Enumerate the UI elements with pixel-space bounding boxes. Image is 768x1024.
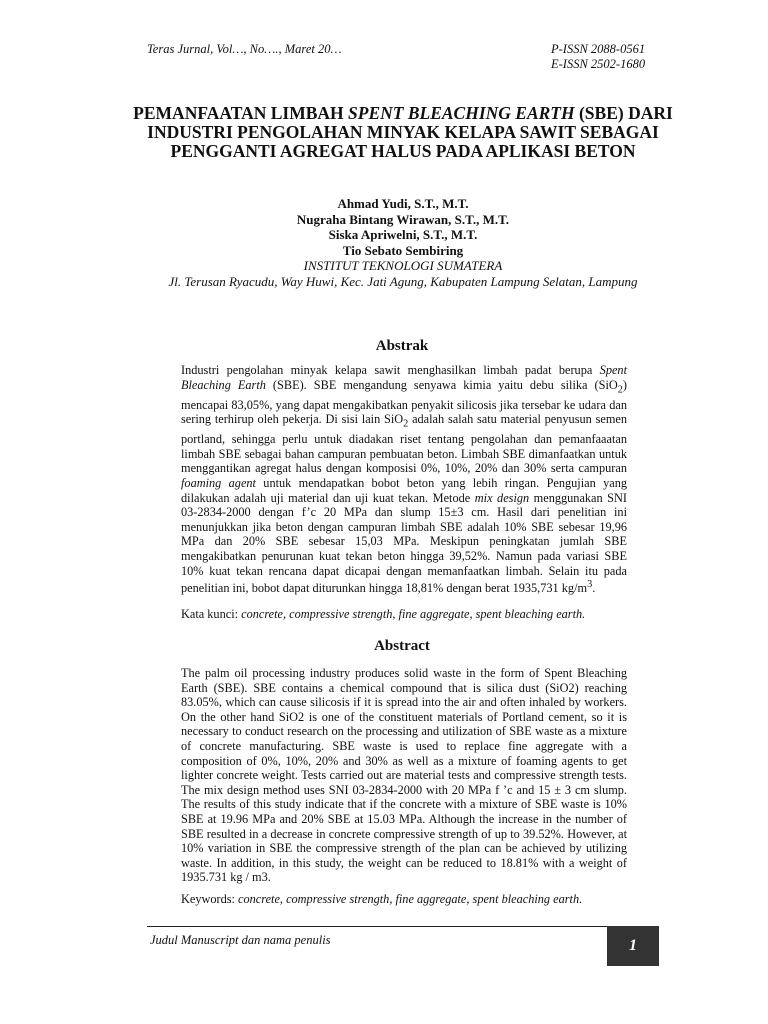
abstrak-italic: foaming agent: [181, 476, 256, 491]
superscript: 3: [587, 579, 593, 591]
abstrak-heading: Abstrak: [375, 338, 429, 354]
keyword-label: Keywords:: [181, 892, 239, 906]
subscript: 2: [403, 418, 409, 430]
abstract-heading: Abstract: [374, 638, 430, 654]
issn-block: [551, 42, 645, 72]
title-part-1: PEMANFAATAN LIMBAH: [133, 103, 349, 123]
abstrak-text: menggunakan SNI 03-2834-2000 dengan f’c 20 MPa dan slump 15±3 cm. Hasil dari penelitian ini menunjukkan jika beton dengan campuran limbah SBE adalah 10% SBE sebesar 19,96 MPa dan 20% SBE sebesar 15,03 MPa. Meskipun peningkatan jumlah SBE mengakibatkan penurunan kuat tekan beton hingga 39,52%. Namun pada variasi SBE 10% kuat tekan rencana dapat dicapai dengan memanfaatkan limbah. Selain itu pada penelitian ini, bobot dapat diturunkan hingga 18,81% dengan berat 1935,731 kg/m: [181, 490, 628, 596]
subscript: 2: [617, 384, 623, 396]
footer-running-title: Judul Manuscript dan nama penulis: [150, 933, 331, 947]
footer-divider: [147, 926, 659, 927]
keyword-label: Kata kunci:: [181, 607, 242, 621]
abstrak-italic: mix design: [474, 490, 530, 505]
title-part-3: (SBE) DARI INDUSTRI PENGOLAHAN MINYAK KELAPA SAWIT SEBAGAI PENGGANTI AGREGAT HALUS PADA APLIKASI BETON: [147, 103, 673, 161]
title-part-2: SPENT BLEACHING EARTH: [348, 103, 575, 123]
abstrak-italic: Spent Bleaching Earth: [181, 363, 627, 392]
address: Jl. Terusan Ryacudu, Way Huwi, Kec. Jati Agung, Kabupaten Lampung Selatan, Lampung: [168, 273, 638, 289]
abstrak-text: .: [592, 581, 596, 596]
e-issn: E-ISSN 2502-1680: [551, 57, 646, 71]
abstrak-body: [181, 363, 627, 596]
keyword-text: concrete, compressive strength, fine aggregate, spent bleaching earth.: [241, 607, 586, 621]
author-name: Siska Apriwelni, S.T., M.T.: [328, 227, 478, 242]
abstrak-text: untuk mendapatkan bobot beton yang lebih ringan. Pengujian yang dilakukan adalah uji material dan uji kuat tekan. Metode: [181, 476, 627, 505]
author-name: Ahmad Yudi, S.T., M.T.: [337, 196, 469, 211]
keyword-text: concrete, compressive strength, fine aggregate, spent bleaching earth.: [238, 892, 583, 906]
paper-title: [120, 104, 686, 161]
kata-kunci: [181, 607, 627, 622]
author-name: Nugraha Bintang Wirawan, S.T., M.T.: [296, 211, 510, 227]
abstrak-text: (SBE). SBE mengandung senyawa kimia yaitu debu silika (SiO: [265, 377, 618, 392]
p-issn: P-ISSN 2088-0561: [551, 42, 646, 56]
abstract-body: The palm oil processing industry produces solid waste in the form of Spent Bleaching Earth (SBE). SBE contains a chemical compound that is silica dust (SiO2) reaching 83.05%, which can cause silicosis if it is spread into the air and often inhaled by workers. On the other hand SiO2 is one of the constituent materials of Portland cement, so it is necessary to conduct research on the processing and utilization of SBE waste as a mixture of concrete manufacturing. SBE waste is used to replace fine aggregate with a composition of 0%, 10%, 20% and 30% as well as a mixture of foaming agents to get lighter concrete weight. Tests carried out are material tests and compressive strength tests. The mix design method uses SNI 03-2834-2000 with 20 MPa f ’c and 15 ± 3 cm slump. The results of this study indicate that if the concrete with a mixture of SBE waste is 10% SBE at 19.96 MPa and 20% SBE at 15.03 MPa. Although the increase in the number of SBE resulted in a decrease in concrete compressive strength of up to 39.52%. However, at 10% variation in SBE the compressive strength of the plan can be achieved by utilizing waste. In addition, in this study, the weight can be reduced to 18.81% with a weight of 1935.731 kg / m3.: [181, 666, 627, 885]
page-number: 1: [607, 926, 659, 966]
journal-header: Teras Jurnal, Vol…, No…., Maret 20…: [147, 42, 342, 56]
keywords: [181, 892, 627, 907]
author-block: [150, 196, 656, 289]
abstrak-text: adalah salah satu material penyusun semen portland, sehingga perlu untuk diadakan riset tentang pengolahan dan pemanfaaatan limbah SBE sebagai bahan campuran pembuatan beton. Limbah SBE dimanfaatkan untuk menggantikan agregat halus dengan komposisi 0%, 10%, 20% dan 30% serta campuran: [181, 412, 627, 476]
institution: INSTITUT TEKNOLOGI SUMATERA: [303, 258, 503, 273]
author-name: Tio Sebato Sembiring: [342, 242, 464, 258]
abstrak-text: ) mencapai 83,05%, yang dapat mengakibatkan penyakit silicosis jika tersebar ke udara dan sering terhirup oleh pekerja. Di sisi lain SiO: [181, 377, 627, 427]
abstrak-text: Industri pengolahan minyak kelapa sawit menghasilkan limbah padat berupa: [181, 363, 600, 377]
